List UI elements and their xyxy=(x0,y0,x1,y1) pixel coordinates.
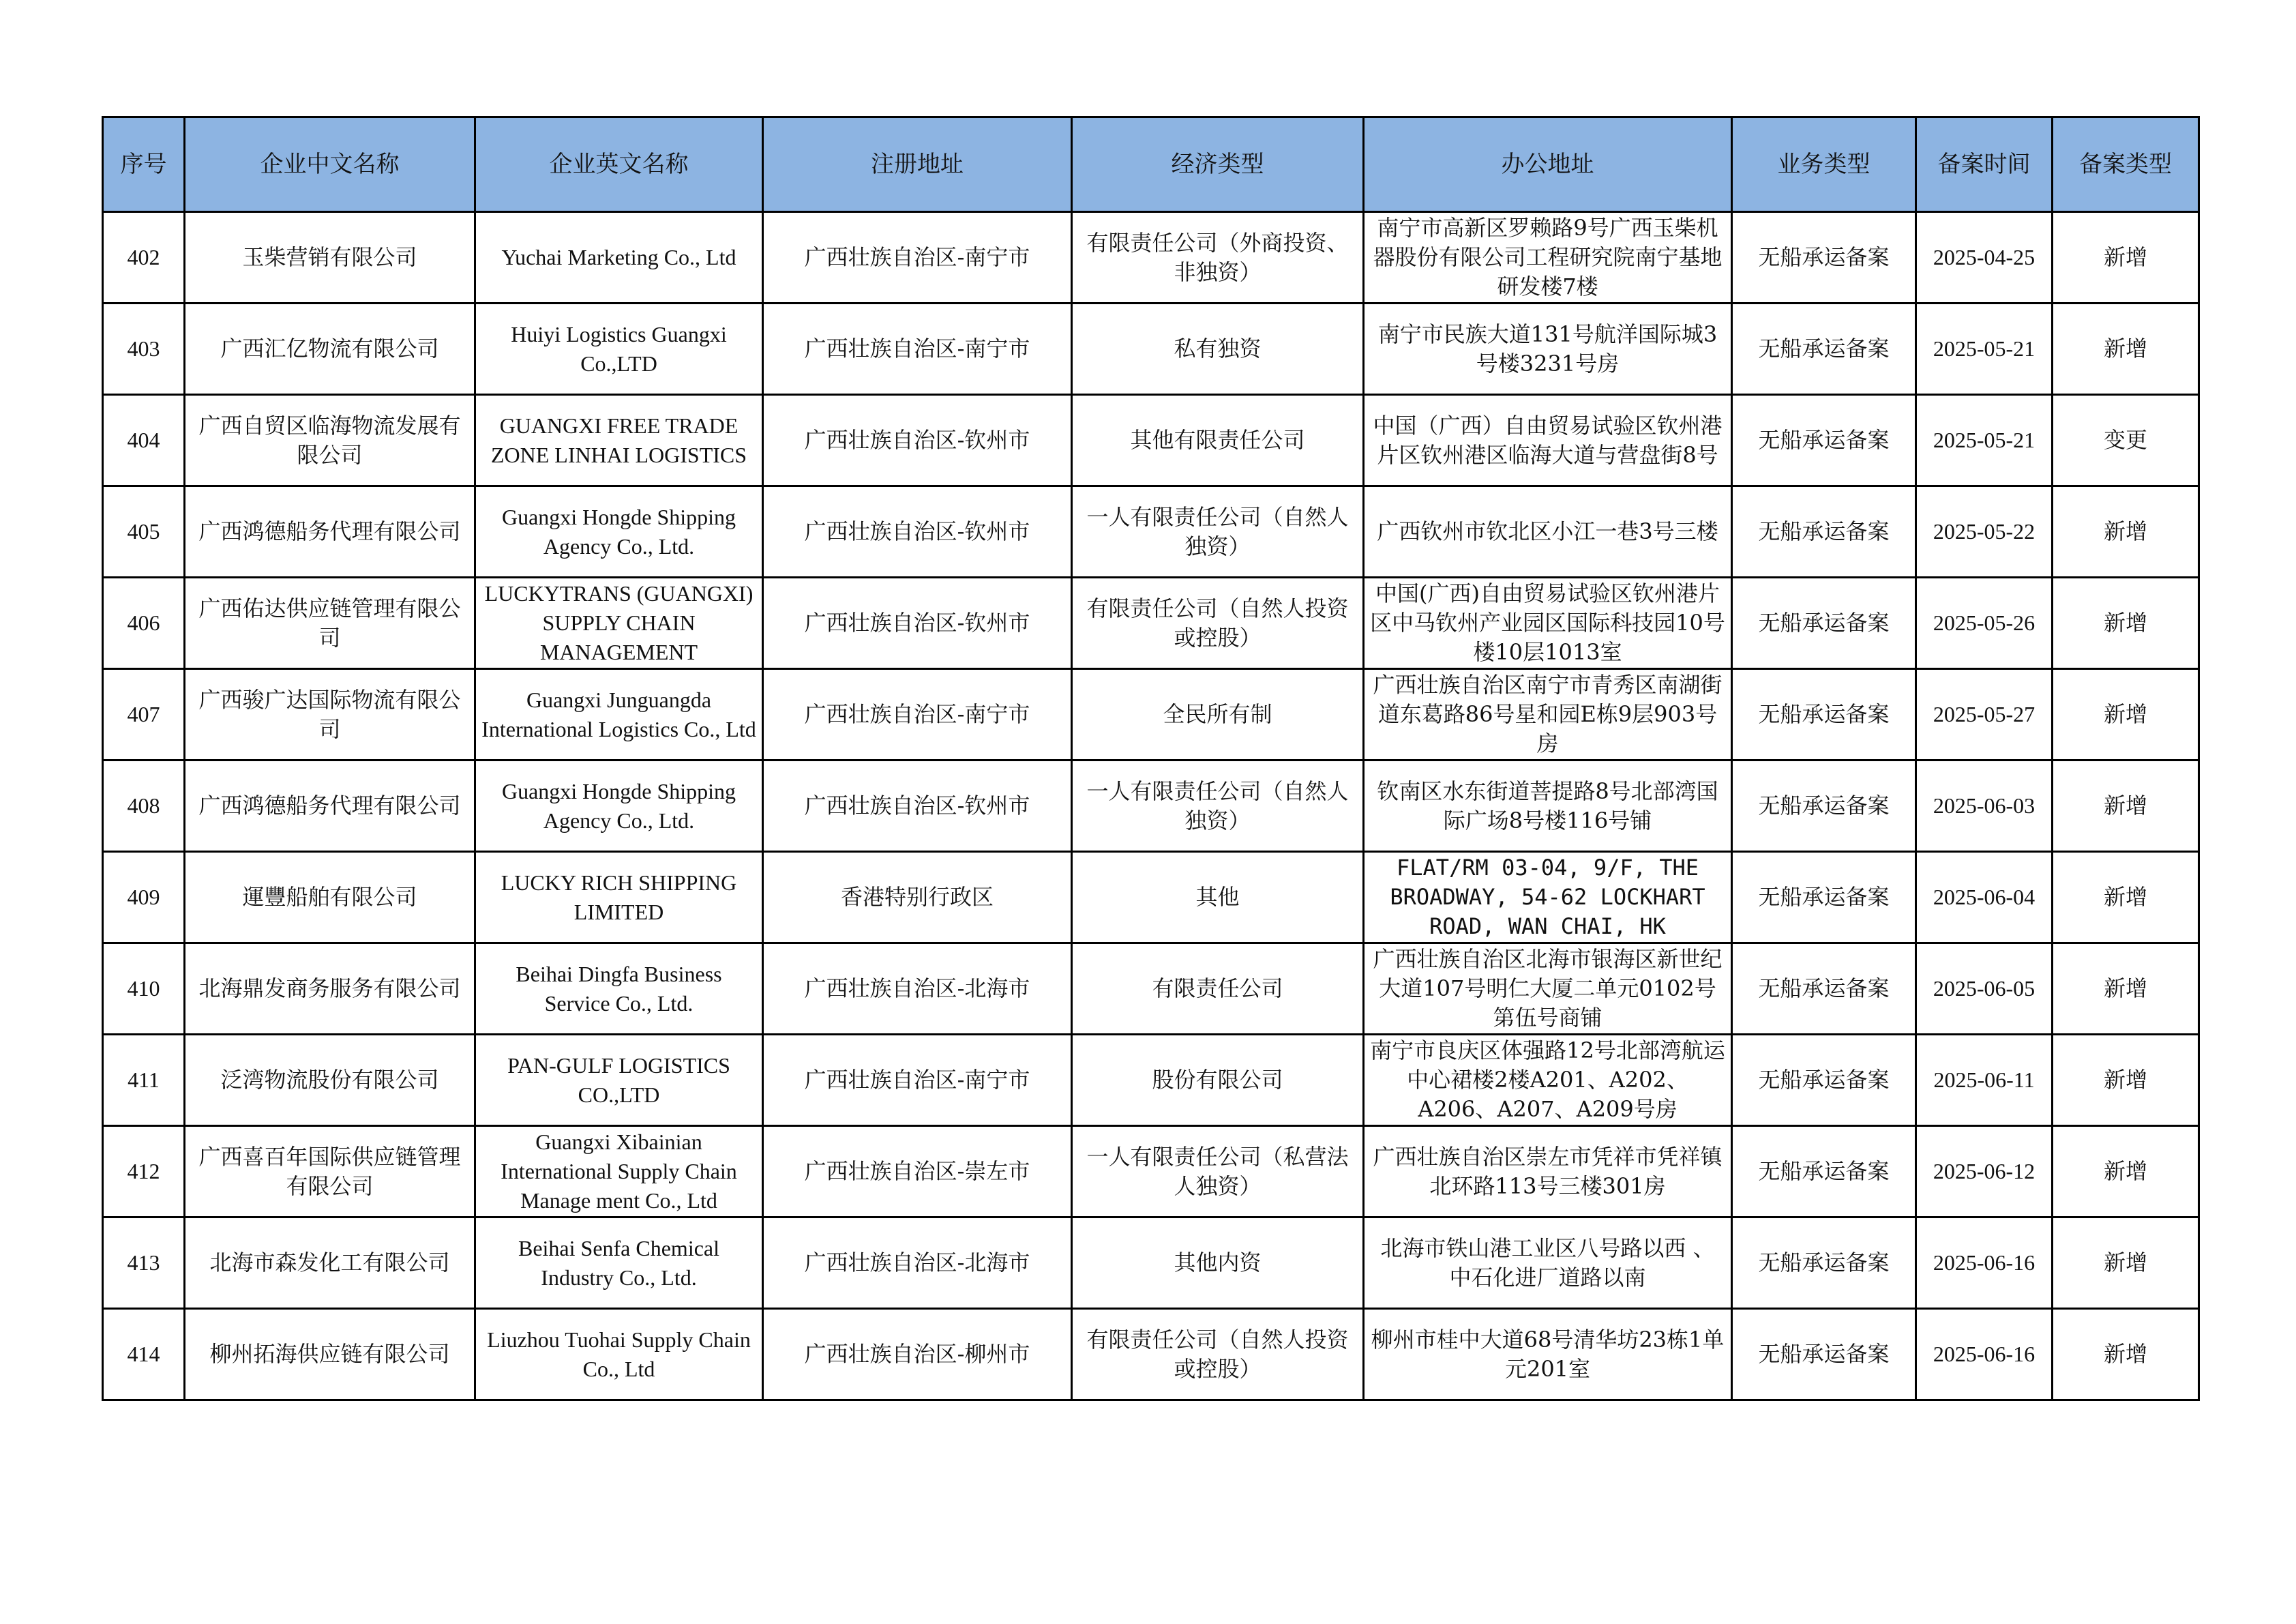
cell-econ-type: 有限责任公司（自然人投资或控股） xyxy=(1072,578,1364,669)
header-reg-address: 注册地址 xyxy=(763,117,1072,212)
cell-econ-type: 有限责任公司 xyxy=(1072,943,1364,1035)
cell-reg-address: 广西壮族自治区-北海市 xyxy=(763,943,1072,1035)
cell-en-name: Huiyi Logistics Guangxi Co.,LTD xyxy=(475,304,763,395)
table-row xyxy=(103,486,2199,578)
cell-office-address: 中国(广西)自由贸易试验区钦州港片区中马钦州产业园区国际科技园10号楼10层1013室 xyxy=(1364,578,1732,669)
cell-biz-type: 无船承运备案 xyxy=(1732,852,1916,943)
cell-office-address: 广西壮族自治区崇左市凭祥市凭祥镇北环路113号三楼301房 xyxy=(1364,1126,1732,1217)
cell-cn-name: 玉柴营销有限公司 xyxy=(185,212,475,304)
cell-en-name: Guangxi Junguangda International Logistics Co., Ltd xyxy=(475,669,763,761)
cell-office-address: FLAT/RM 03-04, 9/F, THE BROADWAY, 54-62 LOCKHART ROAD, WAN CHAI, HK xyxy=(1364,852,1732,943)
cell-en-name: Yuchai Marketing Co., Ltd xyxy=(475,212,763,304)
table-row xyxy=(103,212,2199,304)
cell-no: 413 xyxy=(103,1217,185,1309)
cell-no: 402 xyxy=(103,212,185,304)
cell-biz-type: 无船承运备案 xyxy=(1732,578,1916,669)
cell-no: 405 xyxy=(103,486,185,578)
cell-no: 414 xyxy=(103,1309,185,1400)
cell-filing-kind: 新增 xyxy=(2053,852,2199,943)
cell-biz-type: 无船承运备案 xyxy=(1732,1035,1916,1126)
cell-en-name: LUCKY RICH SHIPPING LIMITED xyxy=(475,852,763,943)
cell-cn-name: 柳州拓海供应链有限公司 xyxy=(185,1309,475,1400)
cell-filing-date: 2025-06-11 xyxy=(1916,1035,2053,1126)
table-row xyxy=(103,761,2199,852)
cell-biz-type: 无船承运备案 xyxy=(1732,1217,1916,1309)
cell-office-address: 广西壮族自治区北海市银海区新世纪大道107号明仁大厦二单元0102号第伍号商铺 xyxy=(1364,943,1732,1035)
cell-cn-name: 广西喜百年国际供应链管理有限公司 xyxy=(185,1126,475,1217)
enterprise-registry-table xyxy=(102,116,2200,1401)
header-filing-date: 备案时间 xyxy=(1916,117,2053,212)
cell-office-address: 中国（广西）自由贸易试验区钦州港片区钦州港区临海大道与营盘街8号 xyxy=(1364,395,1732,486)
cell-filing-kind: 新增 xyxy=(2053,1126,2199,1217)
cell-filing-kind: 新增 xyxy=(2053,1217,2199,1309)
table-row xyxy=(103,395,2199,486)
cell-office-address: 广西壮族自治区南宁市青秀区南湖街道东葛路86号星和园E栋9层903号房 xyxy=(1364,669,1732,761)
cell-cn-name: 广西鸿德船务代理有限公司 xyxy=(185,486,475,578)
header-no: 序号 xyxy=(103,117,185,212)
cell-reg-address: 广西壮族自治区-南宁市 xyxy=(763,669,1072,761)
cell-econ-type: 全民所有制 xyxy=(1072,669,1364,761)
table-row xyxy=(103,304,2199,395)
header-en-name: 企业英文名称 xyxy=(475,117,763,212)
table-row xyxy=(103,943,2199,1035)
cell-no: 410 xyxy=(103,943,185,1035)
cell-reg-address: 香港特别行政区 xyxy=(763,852,1072,943)
cell-econ-type: 股份有限公司 xyxy=(1072,1035,1364,1126)
cell-no: 409 xyxy=(103,852,185,943)
cell-reg-address: 广西壮族自治区-钦州市 xyxy=(763,578,1072,669)
cell-filing-kind: 新增 xyxy=(2053,578,2199,669)
cell-cn-name: 广西鸿德船务代理有限公司 xyxy=(185,761,475,852)
cell-reg-address: 广西壮族自治区-钦州市 xyxy=(763,761,1072,852)
cell-econ-type: 一人有限责任公司（私营法人独资） xyxy=(1072,1126,1364,1217)
cell-filing-date: 2025-05-22 xyxy=(1916,486,2053,578)
table-row xyxy=(103,1217,2199,1309)
cell-en-name: Guangxi Hongde Shipping Agency Co., Ltd. xyxy=(475,761,763,852)
cell-reg-address: 广西壮族自治区-钦州市 xyxy=(763,486,1072,578)
table-row xyxy=(103,1035,2199,1126)
header-office-address: 办公地址 xyxy=(1364,117,1732,212)
cell-no: 412 xyxy=(103,1126,185,1217)
cell-biz-type: 无船承运备案 xyxy=(1732,1309,1916,1400)
cell-econ-type: 有限责任公司（外商投资、非独资） xyxy=(1072,212,1364,304)
cell-en-name: LUCKYTRANS (GUANGXI) SUPPLY CHAIN MANAGEMENT xyxy=(475,578,763,669)
cell-en-name: Guangxi Xibainian International Supply Chain Manage ment Co., Ltd xyxy=(475,1126,763,1217)
cell-cn-name: 北海市森发化工有限公司 xyxy=(185,1217,475,1309)
cell-econ-type: 一人有限责任公司（自然人独资） xyxy=(1072,486,1364,578)
cell-biz-type: 无船承运备案 xyxy=(1732,669,1916,761)
cell-filing-kind: 新增 xyxy=(2053,761,2199,852)
header-row xyxy=(103,117,2199,212)
cell-no: 408 xyxy=(103,761,185,852)
cell-filing-date: 2025-05-21 xyxy=(1916,395,2053,486)
cell-econ-type: 其他有限责任公司 xyxy=(1072,395,1364,486)
cell-econ-type: 有限责任公司（自然人投资或控股） xyxy=(1072,1309,1364,1400)
cell-biz-type: 无船承运备案 xyxy=(1732,395,1916,486)
table-row xyxy=(103,1126,2199,1217)
cell-office-address: 广西钦州市钦北区小江一巷3号三楼 xyxy=(1364,486,1732,578)
cell-filing-kind: 变更 xyxy=(2053,395,2199,486)
cell-econ-type: 一人有限责任公司（自然人独资） xyxy=(1072,761,1364,852)
cell-filing-date: 2025-06-12 xyxy=(1916,1126,2053,1217)
cell-reg-address: 广西壮族自治区-南宁市 xyxy=(763,1035,1072,1126)
cell-no: 406 xyxy=(103,578,185,669)
cell-office-address: 南宁市高新区罗赖路9号广西玉柴机器股份有限公司工程研究院南宁基地研发楼7楼 xyxy=(1364,212,1732,304)
cell-filing-date: 2025-05-27 xyxy=(1916,669,2053,761)
cell-en-name: Liuzhou Tuohai Supply Chain Co., Ltd xyxy=(475,1309,763,1400)
header-biz-type: 业务类型 xyxy=(1732,117,1916,212)
cell-filing-date: 2025-05-26 xyxy=(1916,578,2053,669)
cell-cn-name: 泛湾物流股份有限公司 xyxy=(185,1035,475,1126)
cell-cn-name: 广西佑达供应链管理有限公司 xyxy=(185,578,475,669)
cell-filing-date: 2025-06-16 xyxy=(1916,1309,2053,1400)
cell-en-name: Beihai Senfa Chemical Industry Co., Ltd. xyxy=(475,1217,763,1309)
cell-no: 407 xyxy=(103,669,185,761)
cell-office-address: 北海市铁山港工业区八号路以西 、中石化进厂道路以南 xyxy=(1364,1217,1732,1309)
cell-reg-address: 广西壮族自治区-南宁市 xyxy=(763,304,1072,395)
cell-filing-date: 2025-05-21 xyxy=(1916,304,2053,395)
cell-filing-kind: 新增 xyxy=(2053,486,2199,578)
cell-filing-kind: 新增 xyxy=(2053,669,2199,761)
cell-filing-date: 2025-04-25 xyxy=(1916,212,2053,304)
header-cn-name: 企业中文名称 xyxy=(185,117,475,212)
cell-cn-name: 广西骏广达国际物流有限公司 xyxy=(185,669,475,761)
cell-filing-date: 2025-06-16 xyxy=(1916,1217,2053,1309)
cell-biz-type: 无船承运备案 xyxy=(1732,212,1916,304)
cell-en-name: Beihai Dingfa Business Service Co., Ltd. xyxy=(475,943,763,1035)
cell-office-address: 柳州市桂中大道68号清华坊23栋1单元201室 xyxy=(1364,1309,1732,1400)
cell-filing-kind: 新增 xyxy=(2053,304,2199,395)
cell-filing-kind: 新增 xyxy=(2053,212,2199,304)
header-filing-kind: 备案类型 xyxy=(2053,117,2199,212)
cell-biz-type: 无船承运备案 xyxy=(1732,943,1916,1035)
table-row xyxy=(103,669,2199,761)
cell-no: 403 xyxy=(103,304,185,395)
cell-reg-address: 广西壮族自治区-南宁市 xyxy=(763,212,1072,304)
cell-reg-address: 广西壮族自治区-北海市 xyxy=(763,1217,1072,1309)
cell-filing-kind: 新增 xyxy=(2053,943,2199,1035)
table-row xyxy=(103,852,2199,943)
cell-filing-date: 2025-06-05 xyxy=(1916,943,2053,1035)
cell-cn-name: 广西自贸区临海物流发展有限公司 xyxy=(185,395,475,486)
cell-filing-kind: 新增 xyxy=(2053,1035,2199,1126)
table-row xyxy=(103,578,2199,669)
cell-biz-type: 无船承运备案 xyxy=(1732,761,1916,852)
cell-reg-address: 广西壮族自治区-钦州市 xyxy=(763,395,1072,486)
cell-econ-type: 其他内资 xyxy=(1072,1217,1364,1309)
table-row xyxy=(103,1309,2199,1400)
cell-no: 411 xyxy=(103,1035,185,1126)
cell-reg-address: 广西壮族自治区-柳州市 xyxy=(763,1309,1072,1400)
cell-econ-type: 私有独资 xyxy=(1072,304,1364,395)
cell-en-name: GUANGXI FREE TRADE ZONE LINHAI LOGISTICS xyxy=(475,395,763,486)
cell-cn-name: 北海鼎发商务服务有限公司 xyxy=(185,943,475,1035)
cell-office-address: 南宁市民族大道131号航洋国际城3号楼3231号房 xyxy=(1364,304,1732,395)
cell-filing-kind: 新增 xyxy=(2053,1309,2199,1400)
cell-filing-date: 2025-06-03 xyxy=(1916,761,2053,852)
cell-en-name: Guangxi Hongde Shipping Agency Co., Ltd. xyxy=(475,486,763,578)
cell-reg-address: 广西壮族自治区-崇左市 xyxy=(763,1126,1072,1217)
cell-office-address: 南宁市良庆区体强路12号北部湾航运中心裙楼2楼A201、A202、A206、A207、A209号房 xyxy=(1364,1035,1732,1126)
cell-cn-name: 广西汇亿物流有限公司 xyxy=(185,304,475,395)
cell-en-name: PAN-GULF LOGISTICS CO.,LTD xyxy=(475,1035,763,1126)
cell-biz-type: 无船承运备案 xyxy=(1732,304,1916,395)
cell-filing-date: 2025-06-04 xyxy=(1916,852,2053,943)
cell-biz-type: 无船承运备案 xyxy=(1732,486,1916,578)
cell-cn-name: 運豐船舶有限公司 xyxy=(185,852,475,943)
cell-office-address: 钦南区水东街道菩提路8号北部湾国际广场8号楼116号铺 xyxy=(1364,761,1732,852)
cell-no: 404 xyxy=(103,395,185,486)
cell-econ-type: 其他 xyxy=(1072,852,1364,943)
header-econ-type: 经济类型 xyxy=(1072,117,1364,212)
cell-biz-type: 无船承运备案 xyxy=(1732,1126,1916,1217)
